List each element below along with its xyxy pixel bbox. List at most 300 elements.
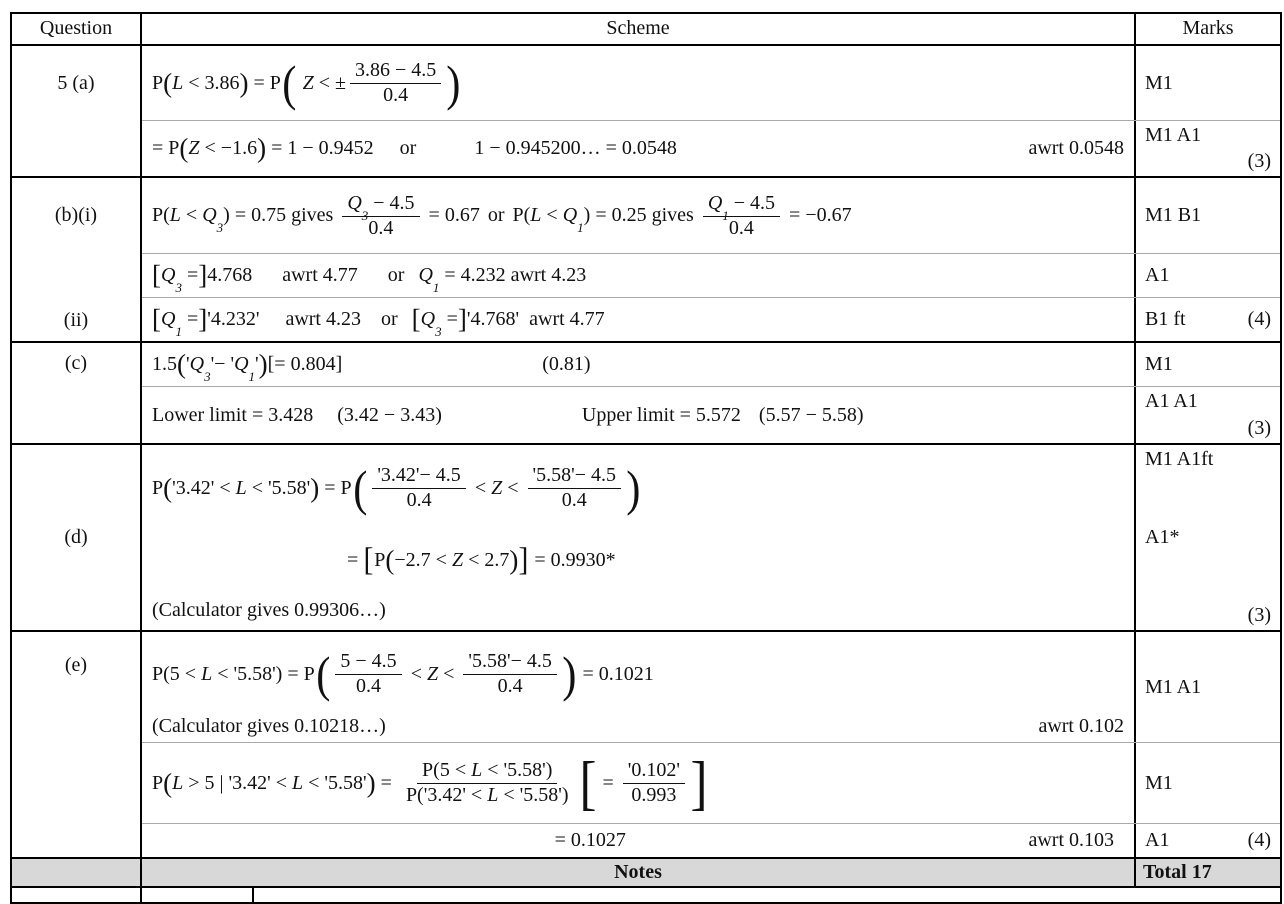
scheme-subrow [142,742,1280,823]
paren-delimiter: ( [385,545,395,575]
math-text: ) = 0.25 gives [583,204,699,226]
math-text: P [152,476,164,499]
marks-line [1145,390,1271,413]
paren-delimiter: ) [509,545,519,575]
math-text: < ± [313,71,346,94]
paren-delimiter: ) [446,55,461,111]
marks-line [1145,829,1271,852]
marks-line [1145,604,1271,627]
marks-line [1145,417,1271,440]
var-base: Q [707,191,723,214]
scheme-line [152,55,1124,111]
math-text: = P [248,71,281,94]
math-variable: L [235,476,247,499]
marks-line [1145,124,1271,147]
scheme-cell [142,46,1134,120]
paren-delimiter: ( [163,472,173,503]
math-text: 0.993 [631,784,677,806]
math-text: '0.102' [627,759,680,781]
fraction-numerator [372,464,466,489]
math-text: or [399,137,417,159]
scheme-subrow [142,297,1280,341]
math-text: '5.58'− 4.5 [532,464,616,486]
fraction-numerator [335,650,401,675]
math-text: = [181,264,199,286]
math-text: = [347,549,364,571]
math-text: P( [152,204,170,226]
section-b [12,178,1280,343]
fraction-numerator [342,191,419,223]
fraction [623,759,685,807]
fraction-denominator [557,489,592,512]
math-text: < '5.58' [303,771,367,794]
var-subscript: 1 [577,220,584,235]
paren-delimiter: ( [282,55,297,111]
fraction [372,464,466,512]
section-d [12,445,1280,632]
mark-count: (3) [1247,417,1271,439]
marks-cell [1134,254,1280,297]
mark-count: (4) [1247,829,1271,851]
math-var-subscripted [562,203,584,235]
math-text: (3.42 − 3.43) [337,403,442,426]
scheme-cell [142,743,1134,823]
marks-line [1145,72,1271,95]
math-text: '4.232' [207,308,260,330]
math-text: < '5.58' [246,476,311,499]
fraction-numerator [703,191,780,223]
paren-delimiter: ( [352,460,368,516]
math-variable: Z [491,476,503,499]
bracket-delimiter: ] [518,542,529,578]
question-cell [12,343,142,443]
paren-delimiter: ) [310,472,320,503]
notes-row [12,859,1280,888]
math-text: < '5.58') = P [212,662,315,685]
mark-label: M1 [1145,71,1173,94]
math-variable: L [169,204,181,226]
fraction-denominator [402,489,437,512]
math-text: P [374,549,386,571]
marks-line [1145,308,1271,331]
scheme-subrow [142,253,1280,297]
paren-delimiter: ( [179,133,189,163]
paren-delimiter: ( [163,67,173,98]
fraction-denominator [626,784,681,807]
math-text: < '5.58') [498,784,569,806]
var-subscript: 1 [722,207,729,223]
scheme-line [152,192,1124,240]
scheme-line [152,595,1124,625]
mark-count: (4) [1247,308,1271,330]
fraction [401,759,574,807]
math-text: < [469,476,492,499]
fraction-denominator [401,784,574,807]
math-text: < [502,476,524,499]
marks-cell [1134,387,1280,443]
math-text: or [387,264,405,286]
bracket-delimiter: [ [411,304,421,334]
var-base: Q [347,191,362,214]
mark-label: A1 [1145,264,1170,286]
marks-cell [1134,298,1280,341]
marks-line [1145,264,1271,287]
section-rows [142,178,1280,341]
section-c [12,343,1280,445]
math-text: < −1.6 [199,137,258,159]
next-row-partial [12,888,1280,902]
math-text: < 3.86 [183,71,240,94]
math-text: Lower limit = 3.428 [152,403,314,426]
math-text: P [152,71,164,94]
header-scheme: Scheme [606,17,670,39]
math-text: < [541,204,563,226]
math-variable: L [292,771,304,794]
marks-line [1145,772,1271,795]
math-text: awrt 4.77 [529,308,605,330]
math-text: '4.768' [466,308,520,330]
scheme-line [152,450,1124,526]
math-text: P(5 < [422,759,472,781]
math-variable: L [172,71,184,94]
question-label: (c) [64,352,88,374]
question-label: (d) [64,526,88,549]
var-base: Q [234,353,249,375]
fraction-denominator [378,84,413,107]
math-text: (0.81) [542,353,591,375]
math-variable: Z [451,549,464,571]
section-rows [142,632,1280,857]
math-text: 1 − 0.945200… = 0.0548 [474,137,677,159]
question-label: (b)(i) [54,204,98,226]
var-base: Q [161,264,176,286]
var-subscript: 1 [248,369,256,384]
scheme-cell [142,445,1134,630]
math-text: = 0.1021 [577,662,654,685]
math-text: awrt 0.102 [1038,714,1124,737]
bracket-delimiter: ] [690,750,708,816]
var-base: Q [161,308,176,330]
bracket-delimiter: [ [152,304,161,334]
scheme-cell [142,254,1134,297]
math-text: = 0.1027 [554,829,626,851]
math-text: ' [186,353,190,375]
math-variable: Z [426,662,439,685]
marks-cell [1134,743,1280,823]
math-text: − 4.5 [728,191,776,214]
math-text: [= 0.804] [267,353,343,375]
bracket-delimiter: ] [198,304,208,334]
section-rows [142,343,1280,443]
paren-delimiter: ) [562,646,577,702]
math-text: = 1 − 0.9452 [266,137,374,159]
math-text: = [181,308,199,330]
partial-cell-question [12,888,142,902]
scheme-cell [142,178,1134,253]
question-cell [12,46,142,176]
fraction-numerator [463,650,557,675]
scheme-subrow [142,632,1280,742]
bracket-delimiter: [ [578,750,596,816]
math-text: 0.4 [561,489,587,511]
math-text: 0.4 [728,216,754,239]
math-text: − 4.5 [368,191,415,214]
math-text: = −0.67 [784,204,852,226]
marks-line [1145,676,1271,699]
scheme-cell [142,387,1134,443]
section-rows [142,445,1280,630]
fraction-numerator [350,59,441,84]
question-cell [12,445,142,630]
math-text: P [152,771,164,794]
fraction-numerator [417,759,557,784]
math-var-subscripted [707,191,729,223]
notes-label: Notes [614,861,662,883]
fraction-denominator [351,675,386,698]
var-subscript: 3 [175,280,182,295]
partial-cell-rest [254,888,1280,902]
fraction [342,192,419,240]
math-text: = [597,771,619,794]
math-text: (Calculator gives 0.99306…) [152,598,386,621]
math-text: 4.768 [207,264,253,286]
math-var-subscripted [418,263,440,295]
math-text: = P [319,476,352,499]
marks-cell [1134,445,1280,630]
math-text: '5.58'− 4.5 [468,650,552,672]
fraction [350,59,441,107]
math-text: = [441,308,458,330]
paren-delimiter: ) [626,460,641,516]
marks-line [1145,353,1271,376]
math-text: > 5 | '3.42' < [183,771,293,794]
math-var-subscripted [234,352,256,384]
math-text: 0.4 [356,675,382,697]
mark-label: A1 [1145,829,1170,851]
scheme-cell [142,343,1134,386]
math-text: = [375,771,397,794]
paren-delimiter: ( [163,767,173,798]
fraction [528,464,622,512]
math-text: '3.42'− 4.5 [377,464,461,486]
marks-line [1145,448,1271,471]
fraction-denominator [724,217,759,240]
scheme-cell [142,121,1134,176]
math-text: 0.4 [497,675,523,697]
mark-label: M1 [1145,771,1173,794]
math-text: awrt 0.0548 [1028,137,1124,159]
scheme-line [152,260,1124,295]
partial-cell-sub [142,888,254,902]
paren-delimiter: ) [366,767,376,798]
scheme-cell [142,824,1134,857]
total-marks: Total 17 [1134,859,1280,886]
var-base: Q [420,308,436,330]
marks-cell [1134,632,1280,742]
math-text: < 2.7 [463,549,510,571]
math-text: −2.7 < [394,549,452,571]
math-text: ' [255,353,259,375]
scheme-cell [142,298,1134,341]
bracket-delimiter: ] [457,304,467,334]
mark-label: B1 ft [1145,308,1186,330]
var-subscript: 3 [204,369,211,384]
question-cell [12,178,142,341]
scheme-subrow [142,46,1280,120]
math-variable: L [172,771,184,794]
scheme-line [152,135,1124,162]
header-marks: Marks [1134,14,1280,44]
math-text: < [405,662,427,685]
marks-cell [1134,824,1280,857]
fraction [703,192,780,240]
math-text: < '5.58') [482,759,553,781]
var-base: Q [189,353,205,375]
math-text: Upper limit = 5.572 [581,403,741,426]
math-var-subscripted [420,307,442,339]
math-text: < [438,662,460,685]
math-var-subscripted [189,352,211,384]
math-text: (Calculator gives 0.10218…) [152,714,386,737]
mark-label: M1 [1145,353,1173,375]
mark-count: (3) [1247,150,1271,172]
mark-label: M1 A1 [1145,675,1202,698]
table-body [12,46,1280,859]
math-var-subscripted [347,191,369,223]
mark-count: (3) [1247,604,1271,626]
math-text: 0.4 [368,216,394,239]
section-rows [142,46,1280,176]
math-text: P('3.42' < [405,784,488,806]
math-text: or [487,204,505,226]
table-header-row [12,14,1280,46]
math-text: awrt 4.77 [282,264,358,286]
paren-delimiter: ( [177,349,186,379]
paren-delimiter: ) [258,349,268,379]
scheme-subrow [142,343,1280,386]
math-text: ) = 0.75 gives [223,204,339,226]
math-text: '− ' [210,353,235,375]
scheme-line [152,750,1124,816]
math-text: = 0.67 [423,204,480,226]
marks-line [1145,150,1271,173]
math-text: = 0.9930* [529,549,616,571]
math-var-subscripted [161,307,182,339]
math-variable: L [487,784,499,806]
header-question: Question [12,14,142,44]
math-text: or [381,308,398,330]
math-var-subscripted [161,263,182,295]
math-text: awrt 0.103 [1028,829,1115,851]
var-subscript: 3 [361,207,369,223]
paren-delimiter: ) [239,67,249,98]
math-text: P( [512,204,531,226]
math-text: awrt 4.23 [285,308,361,330]
var-subscript: 1 [432,280,440,295]
paren-delimiter: ( [315,646,331,702]
fraction-numerator [623,759,685,784]
marks-line [1145,526,1271,549]
question-cell [12,632,142,857]
section-5a [12,46,1280,178]
question-label: (ii) [63,309,89,331]
math-variable: Z [302,71,314,94]
math-variable: Z [188,137,200,159]
question-label: 5 (a) [57,72,95,94]
math-text: P(5 < [152,662,202,685]
marks-cell [1134,121,1280,176]
scheme-cell [142,632,1134,742]
var-subscript: 3 [435,324,442,339]
math-var-subscripted [202,203,224,235]
var-subscript: 1 [175,324,182,339]
mark-label: M1 B1 [1145,204,1202,226]
math-text: 1.5 [152,353,177,375]
mark-scheme-table [10,12,1282,904]
scheme-line [152,711,1124,741]
scheme-line [152,349,1124,384]
fraction [335,650,401,698]
scheme-subrow [142,386,1280,443]
marks-line [1145,204,1271,227]
math-text: = 4.232 awrt 4.23 [439,264,587,286]
mark-label: M1 A1ft [1145,448,1214,470]
mark-label: A1 A1 [1145,390,1198,412]
mark-label: A1* [1145,526,1180,548]
scheme-line [152,828,1124,853]
notes-question-cell [12,859,142,886]
var-subscript: 3 [216,220,224,235]
fraction-numerator [528,464,622,489]
math-text: (5.57 − 5.58) [758,403,864,426]
question-label: (e) [64,654,88,676]
math-text: 5 − 4.5 [340,650,397,672]
scheme-subrow [142,823,1280,857]
math-variable: L [530,204,542,226]
var-base: Q [562,204,578,226]
math-text: < [180,204,203,226]
paren-delimiter: ) [257,133,267,163]
bracket-delimiter: [ [363,542,374,578]
scheme-subrow [142,178,1280,253]
section-e [12,632,1280,859]
marks-cell [1134,46,1280,120]
math-variable: L [201,662,213,685]
scheme-line [152,637,1124,711]
scheme-subrow [142,445,1280,630]
scheme-subrow [142,120,1280,176]
math-variable: L [471,759,483,781]
math-text: = P [152,137,180,159]
math-text: 0.4 [406,489,432,511]
math-text: 3.86 − 4.5 [354,59,437,81]
fraction-denominator [363,217,398,240]
marks-cell [1134,178,1280,253]
math-text: '3.42' < [172,476,236,499]
var-base: Q [418,264,433,286]
bracket-delimiter: [ [152,260,161,290]
fraction [463,650,557,698]
var-base: Q [202,204,217,226]
bracket-delimiter: ] [198,260,208,290]
marks-cell [1134,343,1280,386]
mark-label: M1 A1 [1145,124,1202,146]
scheme-line [347,533,1124,589]
math-text: 0.4 [383,84,409,106]
scheme-line [152,304,1124,339]
fraction-denominator [493,675,528,698]
scheme-line [152,403,1124,428]
